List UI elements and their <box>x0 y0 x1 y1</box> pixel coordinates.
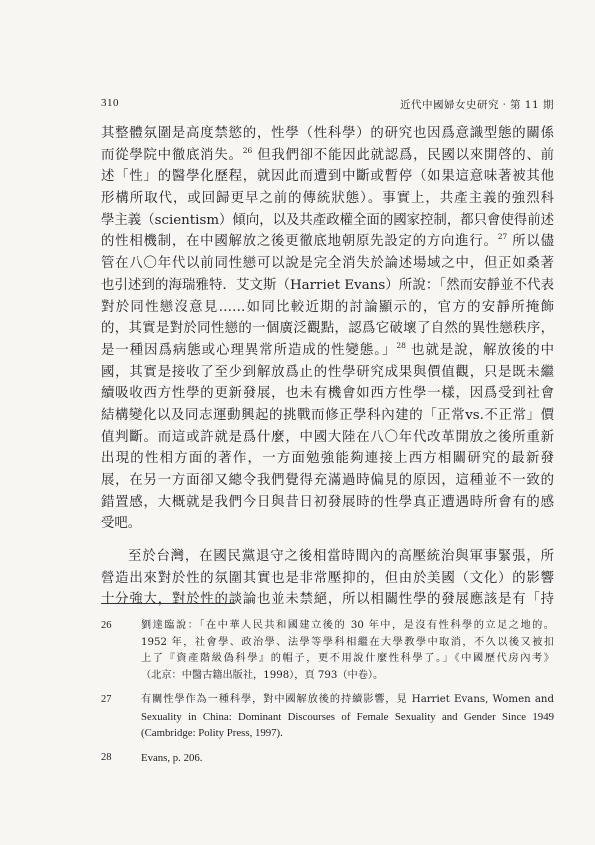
text-line: 十分強大，對於性的談論也並未禁絕，所以相關性學的發展應該是有「持 <box>101 592 554 608</box>
text-line: 形構所取代，或回歸更早之前的傳統狀態）。事實上，共產主義的強烈科 <box>101 191 554 207</box>
paragraph-gap <box>101 535 554 546</box>
running-head: 近代中國婦女史研究‧第 11 期 <box>399 99 554 111</box>
text-line: 國，其實是接收了至少到解放爲止的性學研究成果與價值觀，只是既未繼 <box>101 364 554 380</box>
text-span: 所以儘 <box>507 234 554 250</box>
text-line: 結構變化以及同志運動興起的挑戰而修正學科內建的「正常vs.不正常」價 <box>101 407 554 423</box>
footnote-number: 26 <box>101 620 112 631</box>
footnote-line: (Cambridge: Polity Press, 1997). <box>141 727 283 739</box>
text-line: 續吸收西方性學的更新發展，也未有機會如西方性學一樣，因爲受到社會 <box>101 386 554 402</box>
page-number: 310 <box>101 97 119 109</box>
footnote-line: Sexuality in China: Dominant Discourses of Female Sexuality and Gender Since 1949 <box>141 710 554 723</box>
footnote-number: 27 <box>101 694 112 705</box>
footnote-28 <box>101 750 554 767</box>
footnote-line: Evans, p. 206. <box>141 751 203 764</box>
text-line: 受吧。 <box>101 516 142 532</box>
footnote-ref-27[interactable]: 27 <box>497 232 508 242</box>
footnote-line: 1952 年，社會學、政治學、法學等學科相繼在大學教學中取消，不久以後又被扣 <box>141 636 554 648</box>
footnote-line: （北京：中醫古籍出版社，1998），頁 793（中卷）。 <box>141 669 384 681</box>
footnote-ref-26[interactable]: 26 <box>242 145 253 155</box>
text-line: 其整體氛圍是高度禁慾的，性學（性科學）的研究也因爲意識型態的關係 <box>101 126 554 141</box>
footnotes <box>101 618 554 774</box>
footnote-number: 28 <box>101 751 112 763</box>
text-line: 述「性」的醫學化歷程，就因此而遭到中斷或暫停（如果這意味著被其他 <box>101 169 554 185</box>
text-line: 營造出來對於性的氛圍其實也是非常壓抑的，但由於美國（文化）的影響 <box>101 570 554 586</box>
text-span: 是一種因爲病態或心理異常所造成的性變態。」 <box>101 342 397 358</box>
text-line <box>101 231 554 253</box>
footnote-26 <box>101 618 554 684</box>
footnote-27 <box>101 692 554 742</box>
page-header <box>101 97 554 113</box>
text-line: 值判斷。而這或許就是爲什麼，中國大陸在八〇年代改革開放之後所重新 <box>101 429 554 445</box>
text-span: 而從學院中徹底消失。 <box>101 147 243 163</box>
text-line: 學主義（scientism）傾向，以及共產政權全面的國家控制，都只會使得前述 <box>101 212 554 228</box>
body-text <box>101 123 554 611</box>
text-line: 錯置感，大概就是我們今日與昔日初發展時的性學真正遭遇時所會有的感 <box>101 494 554 510</box>
footnote-line: 有關性學作為一種科學，對中國解放後的持續影響，見 Harriet Evans, Women and <box>141 694 554 705</box>
text-line: 至於台灣，在國民黨退守之後相當時間內的高壓統治與軍事緊張，所 <box>128 549 554 565</box>
text-line: 管在八〇年代以前同性戀可以說是完全消失於論述場域之中，但正如桑著 <box>101 256 554 272</box>
text-span: 也就是說，解放後的中 <box>405 342 554 358</box>
text-line <box>101 340 554 362</box>
footnote-separator <box>101 603 235 604</box>
footnote-line: 劉達臨說：「在中華人民共和國建立後的 30 年中，是沒有性科學的立足之地的。 <box>141 620 554 631</box>
text-line: 展，在另一方面卻又總令我們覺得充滿過時偏見的原因，這種並不一致的 <box>101 473 554 488</box>
text-line: 出現的性相方面的著作，一方面勉強能夠連接上西方相關研究的最新發 <box>101 451 554 467</box>
text-span: 但我們卻不能因此就認爲，民國以來開啓的、前 <box>252 147 554 163</box>
text-line: 對於同性戀沒意見……如同比較近期的討論顯示的，官方的安靜所掩飾 <box>101 299 554 315</box>
paragraph <box>101 546 554 611</box>
footnote-line: 上了『資產階級偽科學』的帽子，更不用說什麼性科學了。」《中國歷代房內考》 <box>141 653 554 664</box>
footnote-ref-28[interactable]: 28 <box>396 340 406 350</box>
text-line <box>101 145 554 167</box>
text-line: 的，其實是對於同性戀的一個廣泛觀點，認爲它破壞了自然的異性戀秩序， <box>101 321 554 337</box>
text-line: 也引述到的海瑞雅特．艾文斯（Harriet Evans）所說：「然而安靜並不代表 <box>101 277 554 293</box>
paragraph <box>101 123 554 535</box>
text-span: 的性相機制，在中國解放之後更徹底地朝原先設定的方向進行。 <box>101 234 498 250</box>
